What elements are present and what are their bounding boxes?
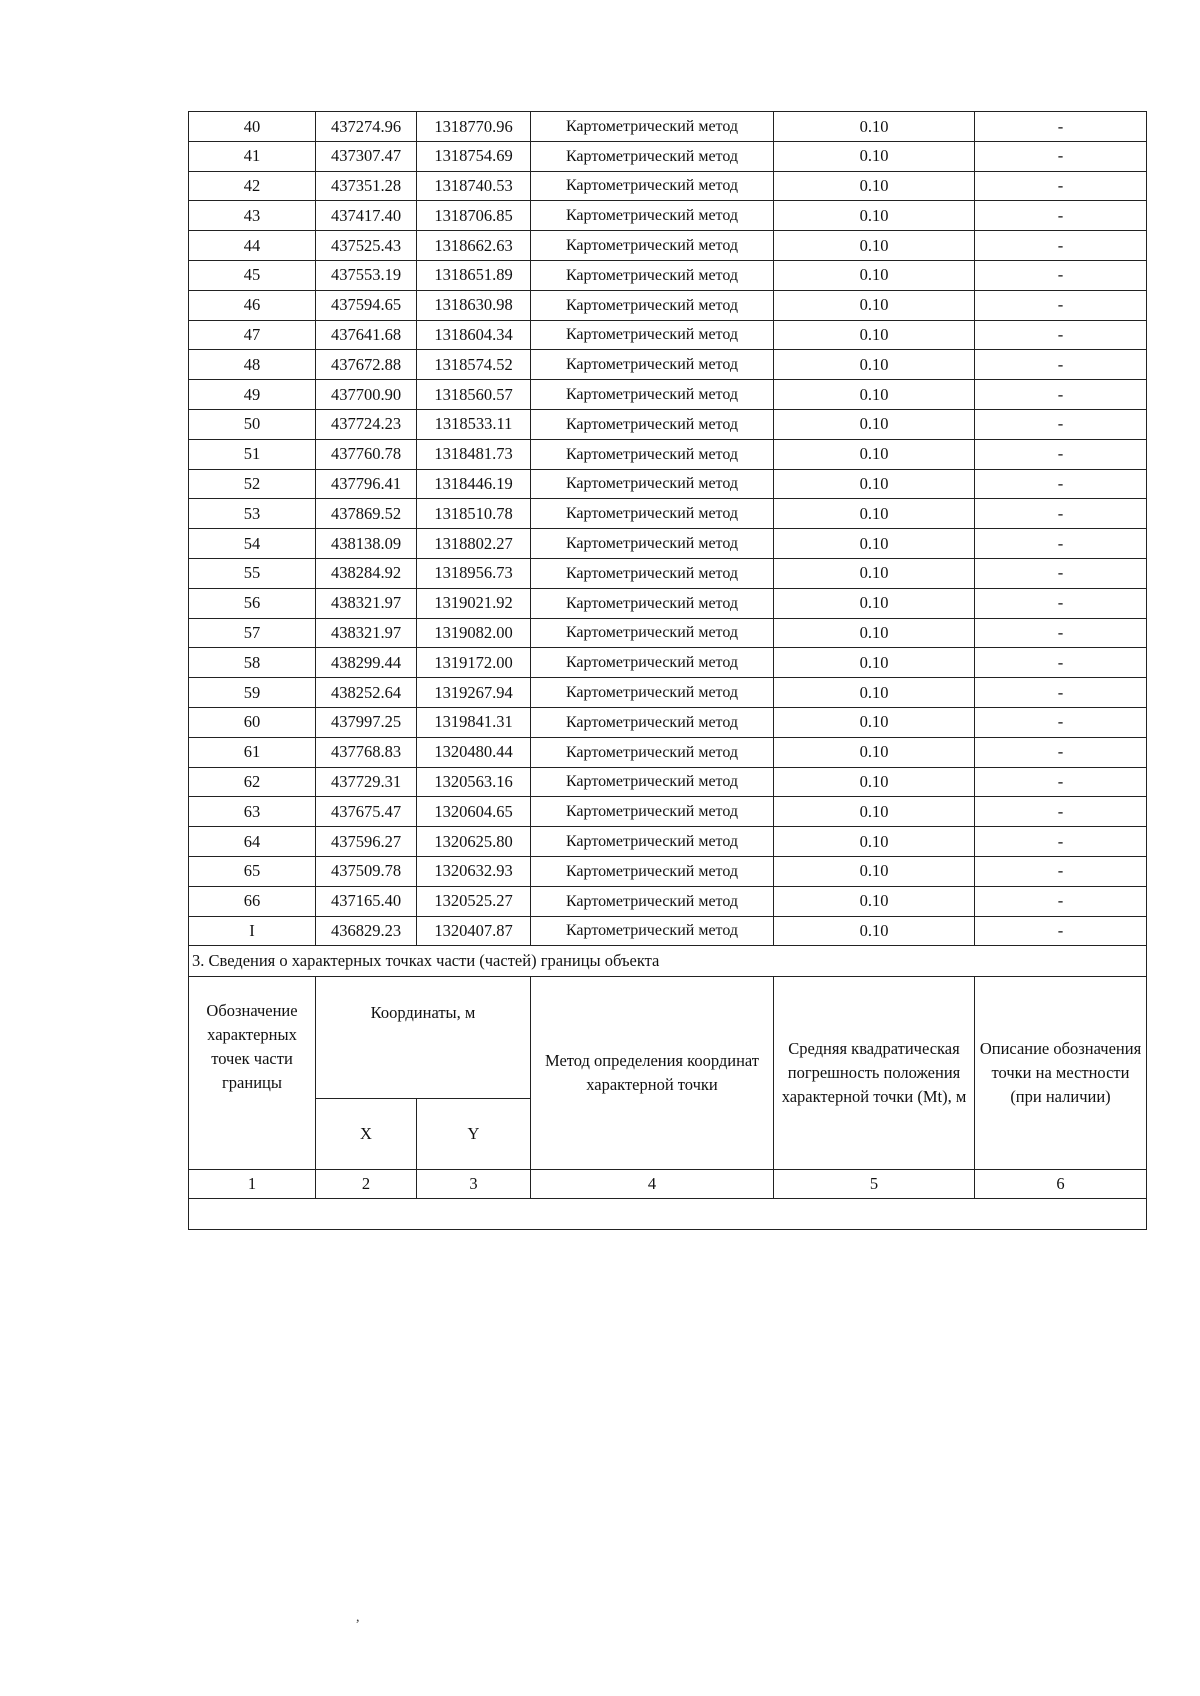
x-cell: 437417.40 xyxy=(316,201,417,231)
scan-artifact-mark: , xyxy=(356,1610,360,1625)
point-cell: 55 xyxy=(189,558,316,588)
error-cell: 0.10 xyxy=(774,290,975,320)
y-cell: 1318662.63 xyxy=(417,231,531,261)
y-cell: 1319172.00 xyxy=(417,648,531,678)
y-cell: 1320604.65 xyxy=(417,797,531,827)
point-cell: I xyxy=(189,916,316,946)
y-cell: 1320407.87 xyxy=(417,916,531,946)
y-cell: 1320563.16 xyxy=(417,767,531,797)
description-cell: - xyxy=(975,201,1147,231)
method-cell: Картометрический метод xyxy=(531,320,774,350)
y-cell: 1318770.96 xyxy=(417,112,531,142)
empty-row xyxy=(189,1199,1147,1230)
column-number-4: 4 xyxy=(531,1170,774,1199)
description-cell: - xyxy=(975,648,1147,678)
header-description: Описание обозначения точки на местности (при наличии) xyxy=(975,977,1147,1170)
header-mean-error: Средняя квадратическая погрешность положения характерной точки (Mt), м xyxy=(774,977,975,1170)
y-cell: 1318560.57 xyxy=(417,380,531,410)
error-cell: 0.10 xyxy=(774,409,975,439)
error-cell: 0.10 xyxy=(774,767,975,797)
method-cell: Картометрический метод xyxy=(531,767,774,797)
boundary-points-table xyxy=(188,111,1147,1230)
table-row xyxy=(189,380,1147,410)
column-number-3: 3 xyxy=(417,1170,531,1199)
x-cell: 437672.88 xyxy=(316,350,417,380)
description-cell: - xyxy=(975,737,1147,767)
x-cell: 438321.97 xyxy=(316,588,417,618)
error-cell: 0.10 xyxy=(774,469,975,499)
description-cell: - xyxy=(975,529,1147,559)
x-cell: 437997.25 xyxy=(316,707,417,737)
description-cell: - xyxy=(975,678,1147,708)
x-cell: 437729.31 xyxy=(316,767,417,797)
description-cell: - xyxy=(975,409,1147,439)
column-number-5: 5 xyxy=(774,1170,975,1199)
point-cell: 48 xyxy=(189,350,316,380)
table-row xyxy=(189,797,1147,827)
point-cell: 46 xyxy=(189,290,316,320)
description-cell: - xyxy=(975,231,1147,261)
method-cell: Картометрический метод xyxy=(531,886,774,916)
y-cell: 1318754.69 xyxy=(417,141,531,171)
x-cell: 437274.96 xyxy=(316,112,417,142)
description-cell: - xyxy=(975,350,1147,380)
section-3-title: 3. Сведения о характерных точках части (частей) границы объекта xyxy=(189,946,1147,977)
y-cell: 1319082.00 xyxy=(417,618,531,648)
error-cell: 0.10 xyxy=(774,707,975,737)
x-cell: 436829.23 xyxy=(316,916,417,946)
table-row xyxy=(189,171,1147,201)
description-cell: - xyxy=(975,558,1147,588)
x-cell: 437768.83 xyxy=(316,737,417,767)
header-y: Y xyxy=(417,1099,531,1170)
error-cell: 0.10 xyxy=(774,439,975,469)
point-cell: 57 xyxy=(189,618,316,648)
method-cell: Картометрический метод xyxy=(531,201,774,231)
y-cell: 1318481.73 xyxy=(417,439,531,469)
x-cell: 437351.28 xyxy=(316,171,417,201)
y-cell: 1320525.27 xyxy=(417,886,531,916)
table-body xyxy=(189,112,1147,1230)
y-cell: 1318651.89 xyxy=(417,260,531,290)
y-cell: 1318740.53 xyxy=(417,171,531,201)
method-cell: Картометрический метод xyxy=(531,707,774,737)
table-row xyxy=(189,558,1147,588)
error-cell: 0.10 xyxy=(774,648,975,678)
point-cell: 54 xyxy=(189,529,316,559)
method-cell: Картометрический метод xyxy=(531,171,774,201)
error-cell: 0.10 xyxy=(774,558,975,588)
method-cell: Картометрический метод xyxy=(531,439,774,469)
method-cell: Картометрический метод xyxy=(531,231,774,261)
empty-cell xyxy=(189,1199,1147,1230)
description-cell: - xyxy=(975,618,1147,648)
table-row xyxy=(189,886,1147,916)
method-cell: Картометрический метод xyxy=(531,588,774,618)
y-cell: 1318510.78 xyxy=(417,499,531,529)
error-cell: 0.10 xyxy=(774,201,975,231)
y-cell: 1318533.11 xyxy=(417,409,531,439)
description-cell: - xyxy=(975,320,1147,350)
table-row xyxy=(189,678,1147,708)
x-cell: 437307.47 xyxy=(316,141,417,171)
point-cell: 56 xyxy=(189,588,316,618)
error-cell: 0.10 xyxy=(774,171,975,201)
error-cell: 0.10 xyxy=(774,737,975,767)
x-cell: 437596.27 xyxy=(316,827,417,857)
method-cell: Картометрический метод xyxy=(531,618,774,648)
point-cell: 45 xyxy=(189,260,316,290)
error-cell: 0.10 xyxy=(774,350,975,380)
y-cell: 1318706.85 xyxy=(417,201,531,231)
y-cell: 1320625.80 xyxy=(417,827,531,857)
method-cell: Картометрический метод xyxy=(531,529,774,559)
point-cell: 64 xyxy=(189,827,316,857)
method-cell: Картометрический метод xyxy=(531,380,774,410)
table-row xyxy=(189,618,1147,648)
x-cell: 438252.64 xyxy=(316,678,417,708)
y-cell: 1319021.92 xyxy=(417,588,531,618)
table-row xyxy=(189,231,1147,261)
method-cell: Картометрический метод xyxy=(531,827,774,857)
method-cell: Картометрический метод xyxy=(531,648,774,678)
point-cell: 65 xyxy=(189,856,316,886)
error-cell: 0.10 xyxy=(774,112,975,142)
description-cell: - xyxy=(975,499,1147,529)
table-row xyxy=(189,112,1147,142)
description-cell: - xyxy=(975,171,1147,201)
point-cell: 51 xyxy=(189,439,316,469)
table-row xyxy=(189,409,1147,439)
method-cell: Картометрический метод xyxy=(531,112,774,142)
x-cell: 437869.52 xyxy=(316,499,417,529)
description-cell: - xyxy=(975,290,1147,320)
method-cell: Картометрический метод xyxy=(531,469,774,499)
method-cell: Картометрический метод xyxy=(531,290,774,320)
x-cell: 438321.97 xyxy=(316,618,417,648)
table-row xyxy=(189,469,1147,499)
table-row xyxy=(189,320,1147,350)
y-cell: 1318604.34 xyxy=(417,320,531,350)
x-cell: 438299.44 xyxy=(316,648,417,678)
x-cell: 437675.47 xyxy=(316,797,417,827)
description-cell: - xyxy=(975,380,1147,410)
error-cell: 0.10 xyxy=(774,797,975,827)
method-cell: Картометрический метод xyxy=(531,856,774,886)
x-cell: 437165.40 xyxy=(316,886,417,916)
header-coordinates: Координаты, м xyxy=(316,977,531,1099)
table-row xyxy=(189,648,1147,678)
method-cell: Картометрический метод xyxy=(531,797,774,827)
header-row-top xyxy=(189,977,1147,1099)
x-cell: 437525.43 xyxy=(316,231,417,261)
y-cell: 1318802.27 xyxy=(417,529,531,559)
x-cell: 438138.09 xyxy=(316,529,417,559)
description-cell: - xyxy=(975,886,1147,916)
y-cell: 1319267.94 xyxy=(417,678,531,708)
point-cell: 61 xyxy=(189,737,316,767)
x-cell: 437796.41 xyxy=(316,469,417,499)
point-cell: 43 xyxy=(189,201,316,231)
y-cell: 1318956.73 xyxy=(417,558,531,588)
x-cell: 438284.92 xyxy=(316,558,417,588)
x-cell: 437760.78 xyxy=(316,439,417,469)
table-row xyxy=(189,499,1147,529)
column-number-row xyxy=(189,1170,1147,1199)
x-cell: 437553.19 xyxy=(316,260,417,290)
table-row xyxy=(189,856,1147,886)
table-row xyxy=(189,916,1147,946)
y-cell: 1319841.31 xyxy=(417,707,531,737)
description-cell: - xyxy=(975,439,1147,469)
point-cell: 52 xyxy=(189,469,316,499)
x-cell: 437509.78 xyxy=(316,856,417,886)
table-row xyxy=(189,707,1147,737)
point-cell: 59 xyxy=(189,678,316,708)
point-cell: 50 xyxy=(189,409,316,439)
description-cell: - xyxy=(975,707,1147,737)
point-cell: 66 xyxy=(189,886,316,916)
error-cell: 0.10 xyxy=(774,588,975,618)
description-cell: - xyxy=(975,767,1147,797)
table-row xyxy=(189,588,1147,618)
error-cell: 0.10 xyxy=(774,231,975,261)
point-cell: 42 xyxy=(189,171,316,201)
column-number-2: 2 xyxy=(316,1170,417,1199)
error-cell: 0.10 xyxy=(774,380,975,410)
header-point-designation: Обозначение характерных точек части границы xyxy=(189,977,316,1170)
description-cell: - xyxy=(975,856,1147,886)
table-row xyxy=(189,290,1147,320)
section-3-row xyxy=(189,946,1147,977)
description-cell: - xyxy=(975,141,1147,171)
y-cell: 1318446.19 xyxy=(417,469,531,499)
description-cell: - xyxy=(975,797,1147,827)
method-cell: Картометрический метод xyxy=(531,141,774,171)
error-cell: 0.10 xyxy=(774,260,975,290)
table-row xyxy=(189,767,1147,797)
table-row xyxy=(189,260,1147,290)
point-cell: 40 xyxy=(189,112,316,142)
column-number-6: 6 xyxy=(975,1170,1147,1199)
description-cell: - xyxy=(975,916,1147,946)
table-row xyxy=(189,350,1147,380)
header-method: Метод определения координат характерной точки xyxy=(531,977,774,1170)
error-cell: 0.10 xyxy=(774,529,975,559)
method-cell: Картометрический метод xyxy=(531,737,774,767)
error-cell: 0.10 xyxy=(774,886,975,916)
description-cell: - xyxy=(975,469,1147,499)
method-cell: Картометрический метод xyxy=(531,678,774,708)
y-cell: 1318630.98 xyxy=(417,290,531,320)
point-cell: 58 xyxy=(189,648,316,678)
x-cell: 437700.90 xyxy=(316,380,417,410)
y-cell: 1320632.93 xyxy=(417,856,531,886)
error-cell: 0.10 xyxy=(774,499,975,529)
point-cell: 47 xyxy=(189,320,316,350)
description-cell: - xyxy=(975,827,1147,857)
error-cell: 0.10 xyxy=(774,141,975,171)
method-cell: Картометрический метод xyxy=(531,499,774,529)
point-cell: 49 xyxy=(189,380,316,410)
point-cell: 63 xyxy=(189,797,316,827)
error-cell: 0.10 xyxy=(774,827,975,857)
y-cell: 1318574.52 xyxy=(417,350,531,380)
table-row xyxy=(189,439,1147,469)
method-cell: Картометрический метод xyxy=(531,350,774,380)
point-cell: 44 xyxy=(189,231,316,261)
description-cell: - xyxy=(975,260,1147,290)
point-cell: 41 xyxy=(189,141,316,171)
table-row xyxy=(189,529,1147,559)
error-cell: 0.10 xyxy=(774,618,975,648)
x-cell: 437594.65 xyxy=(316,290,417,320)
error-cell: 0.10 xyxy=(774,320,975,350)
x-cell: 437724.23 xyxy=(316,409,417,439)
method-cell: Картометрический метод xyxy=(531,409,774,439)
column-number-1: 1 xyxy=(189,1170,316,1199)
point-cell: 53 xyxy=(189,499,316,529)
point-cell: 60 xyxy=(189,707,316,737)
x-cell: 437641.68 xyxy=(316,320,417,350)
header-x: X xyxy=(316,1099,417,1170)
error-cell: 0.10 xyxy=(774,678,975,708)
error-cell: 0.10 xyxy=(774,856,975,886)
table-row xyxy=(189,141,1147,171)
error-cell: 0.10 xyxy=(774,916,975,946)
description-cell: - xyxy=(975,588,1147,618)
method-cell: Картометрический метод xyxy=(531,558,774,588)
description-cell: - xyxy=(975,112,1147,142)
y-cell: 1320480.44 xyxy=(417,737,531,767)
table-row xyxy=(189,201,1147,231)
point-cell: 62 xyxy=(189,767,316,797)
method-cell: Картометрический метод xyxy=(531,260,774,290)
table-row xyxy=(189,737,1147,767)
method-cell: Картометрический метод xyxy=(531,916,774,946)
table-row xyxy=(189,827,1147,857)
